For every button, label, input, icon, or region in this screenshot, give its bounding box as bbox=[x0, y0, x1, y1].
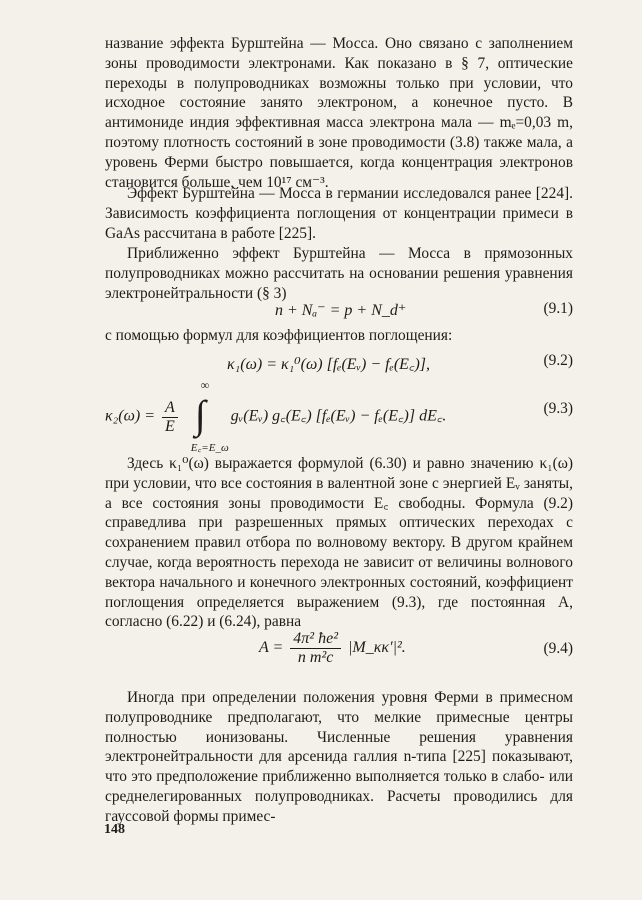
equation-9-3 bbox=[105, 378, 573, 454]
equation-9-4-number: (9.4) bbox=[543, 640, 573, 657]
equation-9-1 bbox=[105, 300, 573, 328]
equation-9-3-number: (9.3) bbox=[543, 400, 573, 417]
equation-9-4-body bbox=[259, 630, 406, 667]
equation-9-4-fraction bbox=[290, 630, 341, 667]
integral-upper-limit: ∞ bbox=[200, 378, 210, 392]
paragraph-4: с помощью формул для коэффициентов поглощения: bbox=[105, 327, 453, 344]
equation-9-3-body bbox=[105, 378, 447, 454]
equation-9-2 bbox=[105, 352, 573, 380]
paragraph-5: Здесь κ₁⁰(ω) выражается формулой (6.30) и равно значению κ₁(ω) при условии, что все состояния в валентной зоне с энергией Eᵥ заняты, а все состояния зоны проводимости E꜀ свободны. Формула (9.2) справедлива при разрешенных прямых оптических переходах с сохранением правил отбора по волновому вектору. В другом крайнем случае, когда вероятность перехода не зависит от величины волнового вектора начального и конечного электронных состояний, коэффициент поглощения определяется выражением (9.3), где постоянная A, согласно (6.22) и (6.24), равна bbox=[105, 455, 573, 631]
equation-9-3-numerator: A bbox=[162, 399, 178, 418]
paragraph-6: Иногда при определении положения уровня Ферми в примесном полупроводнике предполагают, что мелкие примесные центры полностью ионизованы. Численные решения уравнения электронейтральности для арсенида галлия n-типа [225] показывают, что это предположение приближенно выполняется только в слабо- или среднелегированных полупроводниках. Расчеты проводились для гауссовой формы примес- bbox=[105, 689, 573, 825]
equation-9-3-integrand: gᵥ(Eᵥ) g꜀(E꜀) [fₑ(Eᵥ) − fₑ(E꜀)] dE꜀. bbox=[230, 407, 447, 425]
equation-9-4-lhs: A = bbox=[259, 639, 284, 657]
integral-lower-limit: E꜀=E_ω bbox=[190, 442, 229, 454]
equation-9-3-denominator: E bbox=[165, 417, 175, 435]
equation-9-2-number: (9.2) bbox=[543, 352, 573, 369]
equation-9-1-number: (9.1) bbox=[543, 300, 573, 317]
paragraph-1: название эффекта Бурштейна — Мосса. Оно связано с заполнением зоны проводимости электронами. Как показано в § 7, оптические переходы в полупроводниках возможны только при условии, что исходное состояние занято электроном, а конечное пусто. В антимониде индия эффективная масса электрона мала — mₑ=0,03 m, поэтому плотность состояний в зоне проводимости (3.8) также мала, а уровень Ферми быстро повышается, когда концентрация электронов становится больше, чем 10¹⁷ см⁻³. bbox=[105, 35, 573, 191]
page-number: 148 bbox=[104, 822, 125, 837]
equation-9-4-denominator: n m²c bbox=[297, 649, 334, 666]
equation-9-1-body: n + Nₐ⁻ = p + N_d⁺ bbox=[275, 302, 407, 319]
equation-9-4 bbox=[105, 630, 573, 672]
equation-9-4-numerator: 4π² ħe² bbox=[290, 630, 341, 649]
equation-9-2-body: κ₁(ω) = κ₁⁰(ω) [fₑ(Eᵥ) − fₑ(E꜀)], bbox=[227, 356, 431, 373]
equation-9-4-rhs: |M_κκ′|². bbox=[348, 639, 406, 657]
equation-9-3-lhs: κ₂(ω) = bbox=[105, 407, 155, 425]
paragraph-2: Эффект Бурштейна — Мосса в германии исследовался ранее [224]. Зависимость коэффициента поглощения от концентрации примеси в GaAs рассчитана в работе [225]. bbox=[105, 185, 573, 242]
integral-sign: ∞ ∫ E꜀=E_ω bbox=[190, 378, 229, 454]
equation-9-3-fraction bbox=[162, 399, 178, 436]
paragraph-3: Приближенно эффект Бурштейна — Мосса в прямозонных полупроводниках можно рассчитать на основании решения уравнения электронейтральности (§ 3) bbox=[105, 245, 573, 302]
